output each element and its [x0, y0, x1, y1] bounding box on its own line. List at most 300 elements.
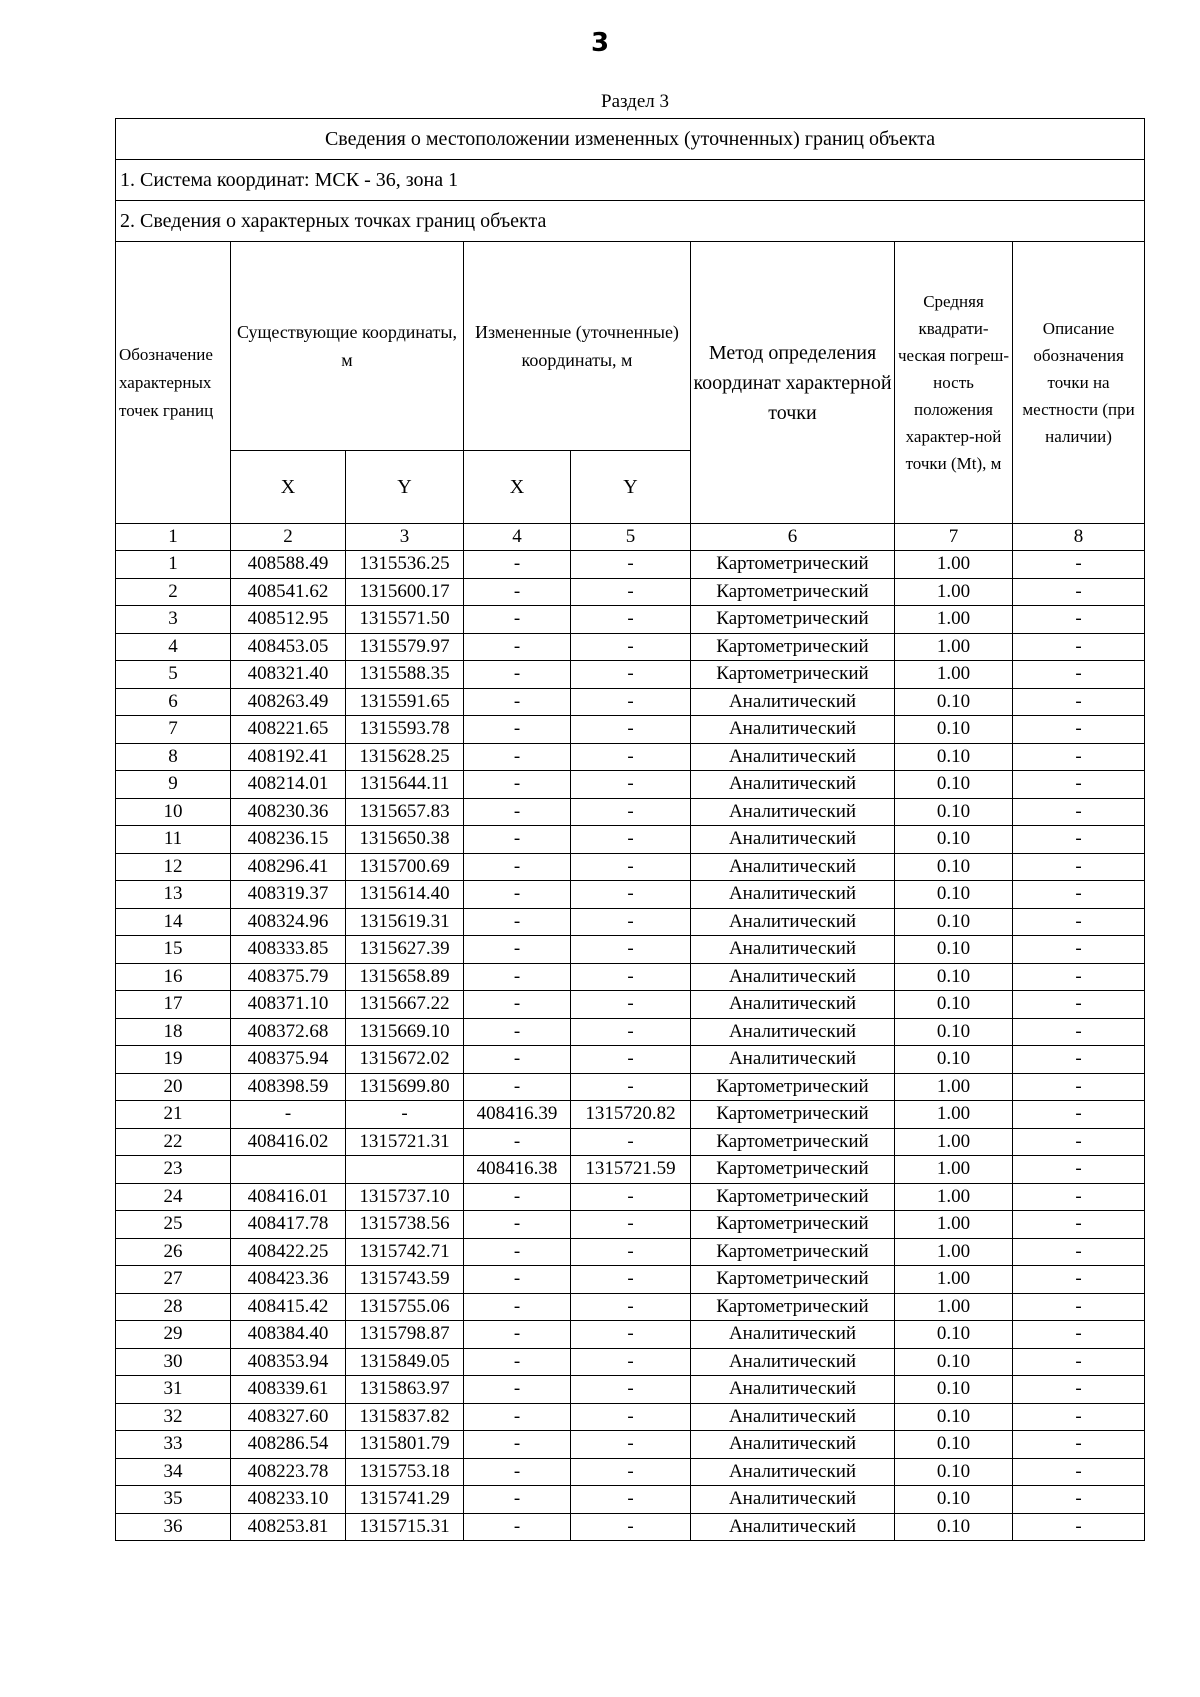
existing-x-cell — [231, 1156, 346, 1184]
existing-y-cell: 1315742.71 — [346, 1238, 464, 1266]
existing-x-cell: 408417.78 — [231, 1211, 346, 1239]
column-number: 5 — [571, 524, 691, 551]
description-cell: - — [1013, 606, 1145, 634]
existing-y-cell: 1315669.10 — [346, 1018, 464, 1046]
rmse-cell: 0.10 — [895, 1348, 1013, 1376]
changed-x-cell: - — [464, 578, 571, 606]
header-changed-coords: Измененные (уточненные) координаты, м — [464, 242, 691, 451]
description-cell: - — [1013, 963, 1145, 991]
existing-x-cell: 408375.79 — [231, 963, 346, 991]
changed-x-cell: - — [464, 1348, 571, 1376]
point-number-cell: 36 — [116, 1513, 231, 1541]
table-row — [116, 551, 1145, 579]
description-cell: - — [1013, 633, 1145, 661]
existing-y-cell: 1315644.11 — [346, 771, 464, 799]
changed-y-cell: - — [571, 743, 691, 771]
point-number-cell: 23 — [116, 1156, 231, 1184]
description-cell: - — [1013, 1486, 1145, 1514]
existing-x-cell: 408453.05 — [231, 633, 346, 661]
point-number-cell: 12 — [116, 853, 231, 881]
method-cell: Картометрический — [691, 1238, 895, 1266]
table-row — [116, 633, 1145, 661]
point-number-cell: 17 — [116, 991, 231, 1019]
existing-x-cell: 408422.25 — [231, 1238, 346, 1266]
description-cell: - — [1013, 1128, 1145, 1156]
header-point-designation: Обозначение характерных точек границ — [116, 242, 231, 524]
description-cell: - — [1013, 826, 1145, 854]
existing-x-cell: 408416.01 — [231, 1183, 346, 1211]
changed-y-cell: - — [571, 1321, 691, 1349]
changed-x-cell: - — [464, 853, 571, 881]
changed-y-cell: - — [571, 1458, 691, 1486]
point-number-cell: 3 — [116, 606, 231, 634]
existing-x-cell: 408223.78 — [231, 1458, 346, 1486]
changed-x-cell: - — [464, 771, 571, 799]
description-cell: - — [1013, 743, 1145, 771]
rmse-cell: 1.00 — [895, 551, 1013, 579]
table-row — [116, 936, 1145, 964]
rmse-cell: 0.10 — [895, 991, 1013, 1019]
rmse-cell: 0.10 — [895, 1018, 1013, 1046]
changed-y-cell: - — [571, 1486, 691, 1514]
table-row — [116, 1156, 1145, 1184]
existing-x-cell: 408512.95 — [231, 606, 346, 634]
description-cell: - — [1013, 551, 1145, 579]
method-cell: Картометрический — [691, 1211, 895, 1239]
existing-x-cell: 408192.41 — [231, 743, 346, 771]
existing-y-cell: 1315628.25 — [346, 743, 464, 771]
existing-x-cell: 408319.37 — [231, 881, 346, 909]
point-number-cell: 6 — [116, 688, 231, 716]
existing-y-cell: 1315591.65 — [346, 688, 464, 716]
description-cell: - — [1013, 908, 1145, 936]
rmse-cell: 1.00 — [895, 633, 1013, 661]
description-cell: - — [1013, 1403, 1145, 1431]
rmse-cell: 0.10 — [895, 1431, 1013, 1459]
existing-x-cell: 408415.42 — [231, 1293, 346, 1321]
changed-x-cell: - — [464, 1238, 571, 1266]
changed-y-cell: - — [571, 606, 691, 634]
point-number-cell: 8 — [116, 743, 231, 771]
header-existing-coords: Существующие координаты, м — [231, 242, 464, 451]
changed-y-cell: - — [571, 826, 691, 854]
table-row — [116, 908, 1145, 936]
changed-x-cell: - — [464, 936, 571, 964]
method-cell: Аналитический — [691, 908, 895, 936]
page-number: 3 — [590, 28, 610, 58]
changed-y-cell: - — [571, 1238, 691, 1266]
description-cell: - — [1013, 853, 1145, 881]
rmse-cell: 1.00 — [895, 606, 1013, 634]
header-changed-y: Y — [571, 451, 691, 524]
coordinate-system: 1. Система координат: МСК - 36, зона 1 — [116, 160, 1145, 201]
existing-x-cell: 408339.61 — [231, 1376, 346, 1404]
header-existing-y: Y — [346, 451, 464, 524]
method-cell: Картометрический — [691, 1183, 895, 1211]
header-description: Описание обозначения точки на местности (при наличии) — [1013, 242, 1145, 524]
method-cell: Аналитический — [691, 881, 895, 909]
table-row — [116, 1348, 1145, 1376]
rmse-cell: 0.10 — [895, 963, 1013, 991]
changed-x-cell: - — [464, 798, 571, 826]
point-number-cell: 20 — [116, 1073, 231, 1101]
changed-y-cell: - — [571, 716, 691, 744]
method-cell: Аналитический — [691, 1403, 895, 1431]
description-cell: - — [1013, 1018, 1145, 1046]
changed-y-cell: - — [571, 1266, 691, 1294]
table-row — [116, 1431, 1145, 1459]
changed-y-cell: - — [571, 1431, 691, 1459]
table-row — [116, 798, 1145, 826]
point-number-cell: 11 — [116, 826, 231, 854]
rmse-cell: 0.10 — [895, 1321, 1013, 1349]
existing-x-cell: 408214.01 — [231, 771, 346, 799]
method-cell: Аналитический — [691, 1018, 895, 1046]
changed-x-cell: - — [464, 1376, 571, 1404]
existing-y-cell: 1315699.80 — [346, 1073, 464, 1101]
existing-y-cell: 1315650.38 — [346, 826, 464, 854]
existing-x-cell: 408263.49 — [231, 688, 346, 716]
description-cell: - — [1013, 991, 1145, 1019]
point-number-cell: 26 — [116, 1238, 231, 1266]
method-cell: Аналитический — [691, 798, 895, 826]
changed-x-cell: - — [464, 1073, 571, 1101]
method-cell: Аналитический — [691, 991, 895, 1019]
changed-x-cell: - — [464, 606, 571, 634]
description-cell: - — [1013, 1156, 1145, 1184]
table-row — [116, 1046, 1145, 1074]
header-method: Метод определения координат характерной точки — [691, 242, 895, 524]
existing-y-cell: 1315627.39 — [346, 936, 464, 964]
rmse-cell: 0.10 — [895, 716, 1013, 744]
existing-y-cell: 1315619.31 — [346, 908, 464, 936]
existing-y-cell: 1315715.31 — [346, 1513, 464, 1541]
changed-x-cell: - — [464, 661, 571, 689]
method-cell: Аналитический — [691, 826, 895, 854]
changed-y-cell: - — [571, 661, 691, 689]
table-row — [116, 1513, 1145, 1541]
existing-y-cell: 1315657.83 — [346, 798, 464, 826]
point-number-cell: 32 — [116, 1403, 231, 1431]
existing-y-cell: 1315588.35 — [346, 661, 464, 689]
table-row — [116, 853, 1145, 881]
existing-y-cell: 1315672.02 — [346, 1046, 464, 1074]
table-row — [116, 1183, 1145, 1211]
method-cell: Аналитический — [691, 771, 895, 799]
method-cell: Картометрический — [691, 633, 895, 661]
point-number-cell: 14 — [116, 908, 231, 936]
method-cell: Картометрический — [691, 1266, 895, 1294]
changed-x-cell: - — [464, 743, 571, 771]
table-row — [116, 1266, 1145, 1294]
existing-x-cell: 408324.96 — [231, 908, 346, 936]
rmse-cell: 0.10 — [895, 1458, 1013, 1486]
changed-x-cell: - — [464, 1293, 571, 1321]
changed-y-cell: - — [571, 633, 691, 661]
existing-y-cell: - — [346, 1101, 464, 1129]
method-cell: Аналитический — [691, 936, 895, 964]
table-row — [116, 1403, 1145, 1431]
method-cell: Аналитический — [691, 688, 895, 716]
existing-x-cell: 408588.49 — [231, 551, 346, 579]
rmse-cell: 1.00 — [895, 661, 1013, 689]
point-number-cell: 9 — [116, 771, 231, 799]
existing-y-cell: 1315755.06 — [346, 1293, 464, 1321]
existing-y-cell: 1315571.50 — [346, 606, 464, 634]
rmse-cell: 1.00 — [895, 1266, 1013, 1294]
existing-x-cell: 408423.36 — [231, 1266, 346, 1294]
method-cell: Аналитический — [691, 963, 895, 991]
description-cell: - — [1013, 1321, 1145, 1349]
changed-x-cell: - — [464, 963, 571, 991]
existing-y-cell: 1315700.69 — [346, 853, 464, 881]
point-number-cell: 21 — [116, 1101, 231, 1129]
point-number-cell: 29 — [116, 1321, 231, 1349]
table-row — [116, 1321, 1145, 1349]
changed-x-cell: - — [464, 1018, 571, 1046]
table-row — [116, 1101, 1145, 1129]
existing-x-cell: 408416.02 — [231, 1128, 346, 1156]
changed-x-cell: - — [464, 1321, 571, 1349]
description-cell: - — [1013, 1073, 1145, 1101]
description-cell: - — [1013, 716, 1145, 744]
point-number-cell: 25 — [116, 1211, 231, 1239]
description-cell: - — [1013, 881, 1145, 909]
changed-x-cell: 408416.39 — [464, 1101, 571, 1129]
table-row — [116, 1293, 1145, 1321]
changed-y-cell: - — [571, 908, 691, 936]
point-number-cell: 16 — [116, 963, 231, 991]
rmse-cell: 0.10 — [895, 1376, 1013, 1404]
existing-x-cell: 408233.10 — [231, 1486, 346, 1514]
method-cell: Картометрический — [691, 551, 895, 579]
column-number: 3 — [346, 524, 464, 551]
existing-y-cell: 1315536.25 — [346, 551, 464, 579]
changed-x-cell: - — [464, 1486, 571, 1514]
existing-y-cell: 1315737.10 — [346, 1183, 464, 1211]
rmse-cell: 0.10 — [895, 771, 1013, 799]
column-number: 4 — [464, 524, 571, 551]
changed-x-cell: - — [464, 826, 571, 854]
rmse-cell: 1.00 — [895, 1293, 1013, 1321]
existing-x-cell: 408375.94 — [231, 1046, 346, 1074]
method-cell: Аналитический — [691, 1046, 895, 1074]
point-number-cell: 19 — [116, 1046, 231, 1074]
changed-y-cell: 1315721.59 — [571, 1156, 691, 1184]
table-row — [116, 881, 1145, 909]
changed-x-cell: - — [464, 908, 571, 936]
rmse-cell: 0.10 — [895, 688, 1013, 716]
existing-y-cell: 1315721.31 — [346, 1128, 464, 1156]
existing-x-cell: 408333.85 — [231, 936, 346, 964]
method-cell: Аналитический — [691, 1376, 895, 1404]
table-row — [116, 578, 1145, 606]
existing-y-cell: 1315837.82 — [346, 1403, 464, 1431]
point-number-cell: 35 — [116, 1486, 231, 1514]
table-row — [116, 1211, 1145, 1239]
table-row — [116, 1238, 1145, 1266]
existing-x-cell: 408372.68 — [231, 1018, 346, 1046]
changed-y-cell: - — [571, 1183, 691, 1211]
point-number-cell: 31 — [116, 1376, 231, 1404]
changed-y-cell: - — [571, 936, 691, 964]
table-row — [116, 688, 1145, 716]
changed-y-cell: - — [571, 881, 691, 909]
existing-y-cell: 1315667.22 — [346, 991, 464, 1019]
table-row — [116, 963, 1145, 991]
description-cell: - — [1013, 1348, 1145, 1376]
description-cell: - — [1013, 1046, 1145, 1074]
existing-x-cell: 408371.10 — [231, 991, 346, 1019]
changed-x-cell: - — [464, 881, 571, 909]
column-number: 2 — [231, 524, 346, 551]
rmse-cell: 1.00 — [895, 578, 1013, 606]
point-number-cell: 24 — [116, 1183, 231, 1211]
point-number-cell: 22 — [116, 1128, 231, 1156]
changed-x-cell: - — [464, 1266, 571, 1294]
changed-y-cell: - — [571, 688, 691, 716]
description-cell: - — [1013, 1458, 1145, 1486]
existing-y-cell: 1315741.29 — [346, 1486, 464, 1514]
rmse-cell: 1.00 — [895, 1128, 1013, 1156]
rmse-cell: 0.10 — [895, 881, 1013, 909]
header-existing-x: X — [231, 451, 346, 524]
point-number-cell: 27 — [116, 1266, 231, 1294]
changed-y-cell: - — [571, 551, 691, 579]
changed-x-cell: - — [464, 1128, 571, 1156]
table-row — [116, 826, 1145, 854]
rmse-cell: 1.00 — [895, 1073, 1013, 1101]
method-cell: Картометрический — [691, 661, 895, 689]
existing-y-cell: 1315658.89 — [346, 963, 464, 991]
changed-y-cell: - — [571, 853, 691, 881]
existing-y-cell: 1315849.05 — [346, 1348, 464, 1376]
existing-x-cell: 408541.62 — [231, 578, 346, 606]
description-cell: - — [1013, 1513, 1145, 1541]
existing-y-cell: 1315579.97 — [346, 633, 464, 661]
column-number: 6 — [691, 524, 895, 551]
existing-y-cell — [346, 1156, 464, 1184]
method-cell: Картометрический — [691, 1101, 895, 1129]
point-number-cell: 10 — [116, 798, 231, 826]
method-cell: Картометрический — [691, 578, 895, 606]
rmse-cell: 1.00 — [895, 1238, 1013, 1266]
table-row — [116, 743, 1145, 771]
changed-x-cell: - — [464, 1403, 571, 1431]
changed-x-cell: - — [464, 1513, 571, 1541]
description-cell: - — [1013, 578, 1145, 606]
changed-y-cell: - — [571, 771, 691, 799]
changed-x-cell: - — [464, 1211, 571, 1239]
changed-x-cell: - — [464, 633, 571, 661]
rmse-cell: 0.10 — [895, 743, 1013, 771]
existing-x-cell: 408398.59 — [231, 1073, 346, 1101]
description-cell: - — [1013, 661, 1145, 689]
table-row — [116, 1376, 1145, 1404]
table-row — [116, 1458, 1145, 1486]
changed-x-cell: - — [464, 716, 571, 744]
method-cell: Картометрический — [691, 1073, 895, 1101]
changed-y-cell: - — [571, 1211, 691, 1239]
rmse-cell: 1.00 — [895, 1211, 1013, 1239]
point-number-cell: 30 — [116, 1348, 231, 1376]
changed-y-cell: - — [571, 1073, 691, 1101]
method-cell: Аналитический — [691, 853, 895, 881]
changed-x-cell: 408416.38 — [464, 1156, 571, 1184]
changed-x-cell: - — [464, 1183, 571, 1211]
changed-y-cell: - — [571, 1018, 691, 1046]
method-cell: Аналитический — [691, 1486, 895, 1514]
rmse-cell: 0.10 — [895, 936, 1013, 964]
changed-x-cell: - — [464, 1458, 571, 1486]
changed-y-cell: - — [571, 1513, 691, 1541]
table-row — [116, 1128, 1145, 1156]
existing-y-cell: 1315798.87 — [346, 1321, 464, 1349]
rmse-cell: 1.00 — [895, 1101, 1013, 1129]
table-row — [116, 716, 1145, 744]
rmse-cell: 0.10 — [895, 908, 1013, 936]
changed-y-cell: - — [571, 1293, 691, 1321]
table-row — [116, 991, 1145, 1019]
existing-x-cell: 408253.81 — [231, 1513, 346, 1541]
point-number-cell: 28 — [116, 1293, 231, 1321]
point-number-cell: 34 — [116, 1458, 231, 1486]
changed-y-cell: - — [571, 1403, 691, 1431]
point-number-cell: 1 — [116, 551, 231, 579]
existing-x-cell: 408327.60 — [231, 1403, 346, 1431]
description-cell: - — [1013, 936, 1145, 964]
method-cell: Аналитический — [691, 743, 895, 771]
point-number-cell: 33 — [116, 1431, 231, 1459]
changed-y-cell: 1315720.82 — [571, 1101, 691, 1129]
existing-y-cell: 1315801.79 — [346, 1431, 464, 1459]
point-number-cell: 18 — [116, 1018, 231, 1046]
section-label: Раздел 3 — [601, 91, 669, 112]
table-row — [116, 661, 1145, 689]
point-number-cell: 7 — [116, 716, 231, 744]
table-row — [116, 1018, 1145, 1046]
header-rmse: Средняя квадрати-ческая погреш-ность положения характер-ной точки (Mt), м — [895, 242, 1013, 524]
rmse-cell: 1.00 — [895, 1183, 1013, 1211]
column-number: 1 — [116, 524, 231, 551]
changed-y-cell: - — [571, 1128, 691, 1156]
method-cell: Аналитический — [691, 1513, 895, 1541]
changed-y-cell: - — [571, 963, 691, 991]
changed-y-cell: - — [571, 1046, 691, 1074]
method-cell: Аналитический — [691, 1321, 895, 1349]
rmse-cell: 0.10 — [895, 1046, 1013, 1074]
table-row — [116, 1486, 1145, 1514]
rmse-cell: 0.10 — [895, 1486, 1013, 1514]
rmse-cell: 0.10 — [895, 1403, 1013, 1431]
method-cell: Картометрический — [691, 1293, 895, 1321]
point-number-cell: 5 — [116, 661, 231, 689]
description-cell: - — [1013, 1183, 1145, 1211]
description-cell: - — [1013, 771, 1145, 799]
method-cell: Аналитический — [691, 1458, 895, 1486]
rmse-cell: 0.10 — [895, 826, 1013, 854]
changed-y-cell: - — [571, 578, 691, 606]
existing-x-cell: - — [231, 1101, 346, 1129]
existing-y-cell: 1315743.59 — [346, 1266, 464, 1294]
changed-x-cell: - — [464, 1046, 571, 1074]
changed-x-cell: - — [464, 551, 571, 579]
column-number-row — [116, 524, 1145, 551]
point-number-cell: 2 — [116, 578, 231, 606]
changed-x-cell: - — [464, 991, 571, 1019]
existing-x-cell: 408321.40 — [231, 661, 346, 689]
changed-x-cell: - — [464, 688, 571, 716]
